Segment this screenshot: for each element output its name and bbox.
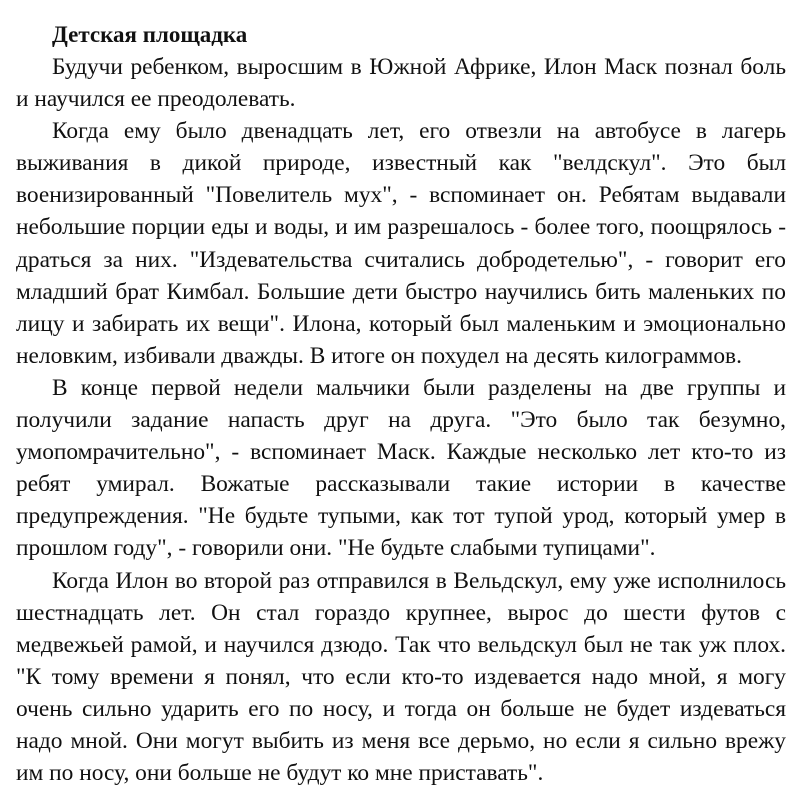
- paragraph-1: Будучи ребенком, выросшим в Южной Африке, Илон Маск познал боль и научился ее преодолевать.: [16, 54, 786, 113]
- section-title: Детская площадка: [52, 22, 248, 47]
- paragraph-4: Когда Илон во второй раз отправился в Вельдскул, ему уже исполнилось шестнадцать лет. Он стал гораздо крупнее, вырос до шести футов с медвежьей рамой, и научился дзюдо. Так что вельдскул был не так уж плох. "К тому времени я понял, что если кто-то издевается надо мной, я могу очень сильно ударить его по носу, и тогда он больше не будет издеваться надо мной. Они могут выбить из меня все дерьмо, но если я сильно врежу им по носу, они больше не будут ко мне приставать".: [16, 567, 786, 787]
- paragraph-2: Когда ему было двенадцать лет, его отвезли на автобусе в лагерь выживания в дикой природе, известный как "велдскул". Это был военизированный "Повелитель мух", - вспоминает он. Ребятам выдавали небольшие порции еды и воды, и им разрешалось - более того, поощрялось - драться за них. "Издевательства считались добродетелью", - говорит его младший брат Кимбал. Большие дети быстро научились бить маленьких по лицу и забирать их вещи". Илона, который был маленьким и эмоционально неловким, избивали дважды. В итоге он похудел на десять килограммов.: [16, 118, 786, 369]
- paragraph-3: В конце первой недели мальчики были разделены на две группы и получили задание напасть друг на друга. "Это было так безумно, умопомрачительно", - вспоминает Маск. Каждые несколько лет кто-то из ребят умирал. Вожатые рассказывали такие истории в качестве предупреждения. "Не будьте тупыми, как тот тупой урод, который умер в прошлом году", - говорили они. "Не будьте слабыми тупицами".: [16, 374, 786, 562]
